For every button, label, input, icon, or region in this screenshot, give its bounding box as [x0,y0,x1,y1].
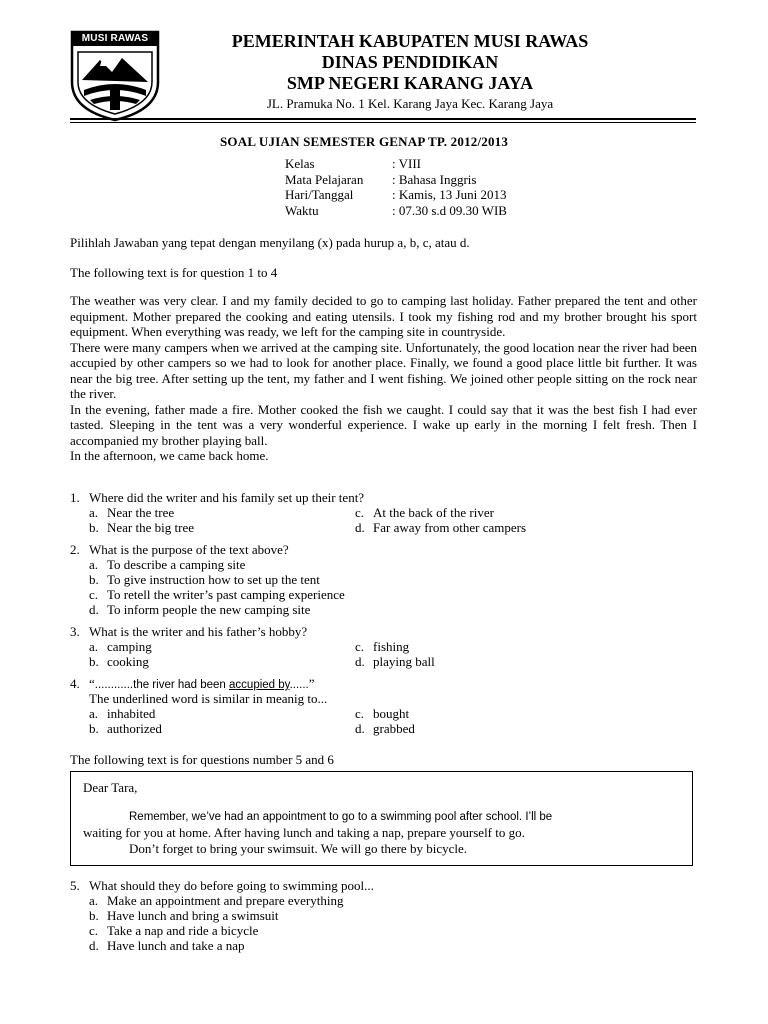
reading-intro-1: The following text is for question 1 to 4 [70,265,278,280]
question-text: Where did the writer and his family set up their tent? [89,490,365,505]
option-a[interactable]: a. Make an appointment and prepare everything [89,893,344,908]
story-paragraph-3: In the evening, father made a fire. Mother cooked the fish we caught. I could say that it was the best fish I had ever tasted. Sleeping in the tent was a very wonderful experience. I wake up early in the morning I felt fresh. Then I accompanied my brother playing ball. [70,401,697,448]
question-text-2: The underlined word is similar in meanig to... [89,691,328,706]
question-1: 1. Where did the writer and his family set up their tent? a. Near the tree c. At the back of the river b. Near the big tree d. Far away from other campers [70,490,527,535]
question-text: What should they do before going to swimming pool... [89,878,374,893]
header-rule-thick [70,118,696,120]
option-d[interactable]: d. To inform people the new camping site [89,602,311,617]
question-text: “............the river had been accupied by......” [89,676,315,691]
option-c[interactable]: c. Take a nap and ride a bicycle [89,923,259,938]
logo-label: MUSI RAWAS [72,32,158,46]
letter-line-1: Remember, we’ve had an appointment to go to a swimming pool after school. I’ll be [129,810,553,823]
option-b[interactable]: b. authorized [89,721,162,736]
exam-title: SOAL UJIAN SEMESTER GENAP TP. 2012/2013 [220,134,509,149]
question-4: 4. “............the river had been accupied by......” The underlined word is similar in meanig to... a. inhabited c. bought b. authorized d. grabbed [70,676,415,736]
option-b[interactable]: b. Near the big tree [89,520,194,535]
option-d[interactable]: d. playing ball [355,654,435,669]
option-d[interactable]: d. grabbed [355,721,415,736]
question-text: What is the writer and his father’s hobby? [89,624,308,639]
option-a[interactable]: a. To describe a camping site [89,557,246,572]
option-d[interactable]: d. Far away from other campers [355,520,527,535]
school-address: JL. Pramuka No. 1 Kel. Karang Jaya Kec. Karang Jaya [266,96,554,111]
gov-title: PEMERINTAH KABUPATEN MUSI RAWAS [231,31,589,51]
reading-text [70,293,697,464]
option-a[interactable]: a. Near the tree [89,505,175,520]
option-d[interactable]: d. Have lunch and take a nap [89,938,245,953]
underlined-word: accupied by [229,679,290,691]
option-b[interactable]: b. Have lunch and bring a swimsuit [89,908,279,923]
story-paragraph-4: In the afternoon, we came back home. [70,448,269,463]
header-rule-thin [70,122,696,123]
option-b[interactable]: b. cooking [89,654,149,669]
question-text: What is the purpose of the text above? [89,542,289,557]
district-logo [70,30,160,122]
question-5: 5. What should they do before going to swimming pool... a. Make an appointment and prepare everything b. Have lunch and bring a swimsuit c. Take a nap and ride a bicycle d. Have lunch and take a nap [70,878,374,953]
instruction-text: Pilihlah Jawaban yang tepat dengan menyilang (x) pada hurup a, b, c, atau d. [70,235,470,250]
question-2: 2. What is the purpose of the text above? a. To describe a camping site b. To give instruction how to set up the tent c. To retell the writer’s past camping experience d. To inform people the new camping site [70,542,345,617]
letterhead [200,31,620,111]
letter-box [70,771,693,866]
letter-line-2: Don’t forget to bring your swimsuit. We will go there by bicycle. [129,840,467,856]
story-paragraph-1: The weather was very clear. I and my family decided to go to camping last holiday. Father prepared the tent and other equipment. Mother prepared the cooking and eating utensils. I took my fishing rod and my brother brought his sport equipment. When everything was ready, we left for the camping site in countryside. [70,293,697,339]
option-b[interactable]: b. To give instruction how to set up the tent [89,572,320,587]
option-a[interactable]: a. camping [89,639,152,654]
exam-page: MUSI RAWAS PEMERINTAH KABUPATEN MUSI RAWAS DINAS PENDIDIKAN SMP NEGERI KARANG JAYA JL. Pramuka No. 1 Kel. Karang Jaya Kec. Karang Jaya SOAL UJIAN SEMESTER GENAP TP. 2012/2013 Kelas : VIII Mata Pelajaran : Bahasa Inggris Hari/Tanggal : Kamis, 13 Juni 2013 Waktu : 07.30 s.d 09.30 WIB Pilihlah Jawaban yang tepat dengan menyilang (x) pada hurup a, b, c, atau d. The following text is for question 1 to 4 The weather was very clear. I and my family decided to go to camping last holiday. Father prepared the tent and other equipment. Mother prepared the cooking and eating utensils. I took my fishing rod and my brother brought his sport equipment. When everything was ready, we left for the camping site in countryside. There were many campers when we arrived at the camping site. Unfortunately, the good location near the river had been accupied by other campers so we had to look for another place. Finally, we found a good place little bit further. It was near the big tree. After setting up the tent, my father and I went fishing. We joined other people sitting on the rock near the river. In the evening, father made a fire. Mother cooked the fish we caught. I could say that it was the best fish I had ever tasted. Sleeping in the tent was a very wonderful experience. I wake up early in the morning I felt fresh. Then I accompanied my brother playing ball. In the afternoon, we came back home. 1. Where did the writer and his family set up their tent? a. Near the tree c. At the back of the river b. Near the big tree d. Far away from other campers 2. What is the purpose of the text above? a. To describe a camping site b. To give instruction how to set up the tent c. To retell the writer’s past camping experience d. To inform people the new camping site 3. What is the writer and his father’s hobby? a. camping c. fishing b. cooking d. playing ball 4. “............the river had been accupied by......” The underlined word is similar in meanig to... a. inhabited c. bought b. authorized d. grabbed The following text is for questions number 5 and 6 Dear Tara, Remember, we’ve had an appointment to go to a swimming pool after school. I’ll be waiting for you at home. After having lunch and taking a nap, prepare yourself to go. Don’t forget to bring your swimsuit. We will go there by bicycle. 5. What should they do before going to swimming pool... a. Make an appointment and prepare everything b. Have lunch and bring a swimsuit c. Take a nap and ride a bicycle d. Have lunch and take a nap [70,31,697,953]
option-c[interactable]: c. fishing [355,639,410,654]
school-title: SMP NEGERI KARANG JAYA [286,73,534,93]
letter-greeting: Dear Tara, [83,780,138,795]
reading-intro-2: The following text is for questions number 5 and 6 [70,752,334,767]
letter-line-1b: waiting for you at home. After having lunch and taking a nap, prepare yourself to go. [83,825,525,840]
option-c[interactable]: c. bought [355,706,410,721]
story-paragraph-2: There were many campers when we arrived at the camping site. Unfortunately, the good location near the river had been accupied by other campers so we had to look for another place. Finally, we found a good place little bit further. It was near the big tree. After setting up the tent, my father and I went fishing. We joined other people sitting on the rock near the river. [70,339,697,401]
option-c[interactable]: c. To retell the writer’s past camping experience [89,587,345,602]
dept-title: DINAS PENDIDIKAN [321,52,499,72]
option-c[interactable]: c. At the back of the river [355,505,494,520]
option-a[interactable]: a. inhabited [89,706,156,721]
question-3: 3. What is the writer and his father’s hobby? a. camping c. fishing b. cooking d. playing ball [70,624,435,669]
